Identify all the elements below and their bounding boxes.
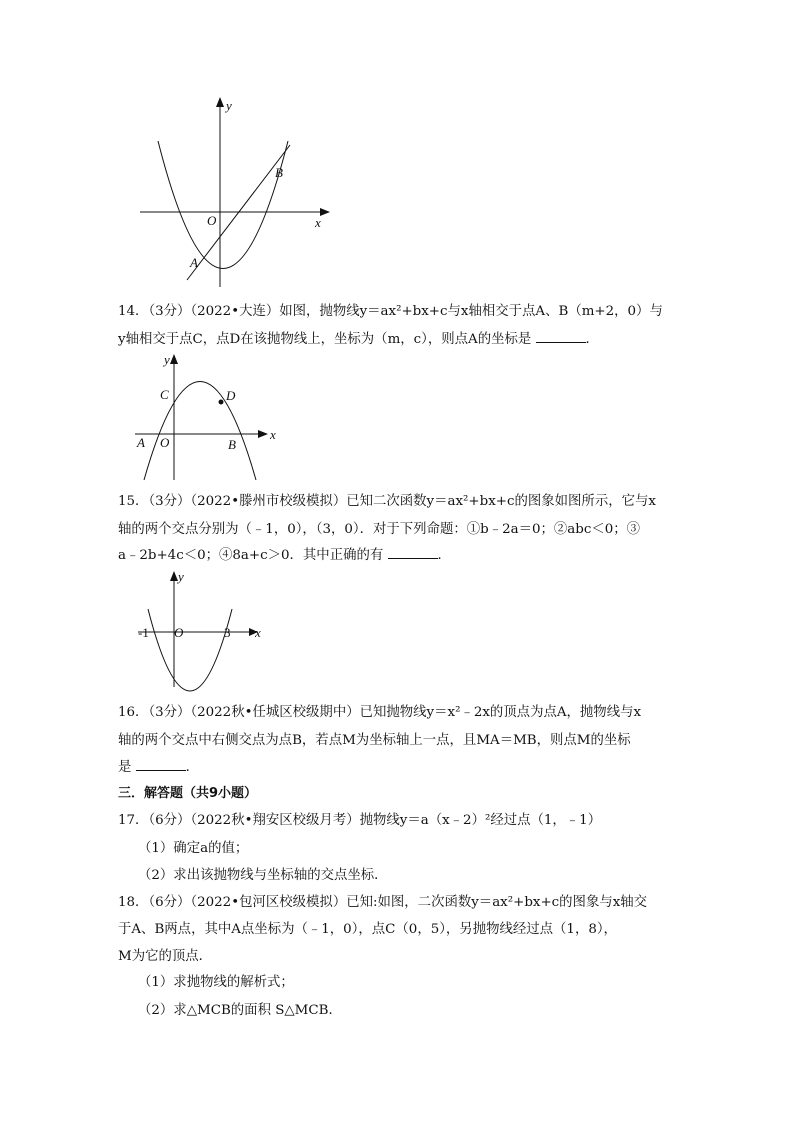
question-14-text: y轴相交于点C，点D在该抛物线上，坐标为（m，c），则点A的坐标是 [118,332,532,347]
label-x: x [315,215,321,230]
y-axis-arrow [170,571,178,581]
question-16-text: 是 [118,760,132,775]
figure-parabola-15 [130,567,280,692]
point-d [219,400,224,405]
label-a: A [137,435,145,450]
label-y: y [226,98,232,113]
question-15-line-3 [118,546,451,566]
question-18-line-2: 于A、B两点，其中A点坐标为（﹣1，0），点C（0，5），另抛物线经过点（1，8）， [118,922,617,937]
question-16-line-3 [118,758,199,778]
figure-parabola-line-13 [130,95,340,295]
label-b: B [228,437,236,452]
question-17-sub-2: （2）求出该抛物线与坐标轴的交点坐标． [138,868,388,883]
label-origin: O [207,213,217,228]
label-a: A [190,255,198,270]
section-title: 三．解答题（共9小题） [118,786,258,801]
answer-blank-16[interactable] [136,758,186,771]
label-origin: O [160,435,170,450]
question-16-line-2: 轴的两个交点中右侧交点为点B，若点M为坐标轴上一点，且MA＝MB，则点M的坐标 [118,733,631,748]
y-axis-arrow [170,354,178,364]
label-b: B [275,165,283,180]
label-origin: O [174,625,184,640]
figure-parabola-14 [130,350,290,485]
question-15-period: ． [437,548,451,563]
label-d: D [226,388,236,403]
label-neg1: -1 [138,625,149,640]
question-15-line-1: 15．（3分）（2022•滕州市校级模拟）已知二次函数y＝ax²+bx+c的图象如图所示，它与x [118,494,656,509]
question-18-sub-1: （1）求抛物线的解析式； [138,975,294,990]
question-17-sub-1: （1）确定a的值； [138,841,249,856]
question-18-line-1: 18．（6分）（2022•包河区校级模拟）已知:如图，二次函数y＝ax²+bx+c的图象与x轴交 [118,895,648,910]
x-axis-arrow [320,208,330,216]
parabola-curve [158,141,288,269]
answer-blank-15[interactable] [388,546,438,559]
label-y: y [178,569,184,584]
question-18-line-3: M为它的顶点． [118,949,213,964]
label-three: 3 [224,625,231,640]
y-axis-arrow [216,97,224,107]
question-18-sub-2: （2）求△MCB的面积 S△MCB． [138,1003,342,1018]
parabola-curve [148,609,232,691]
question-16-period: ． [185,760,200,775]
label-x: x [255,625,261,640]
answer-blank-14[interactable] [536,330,586,343]
question-16-line-1: 16．（3分）（2022秋•任城区校级期中）已知抛物线y＝x²﹣2x的顶点为点A，抛物线与x [118,705,642,720]
x-axis-arrow [258,430,268,438]
question-14-line-1: 14．（3分）（2022•大连）如图，抛物线y＝ax²+bx+c与x轴相交于点A、B（m+2，0）与 [118,304,663,319]
question-15-line-2: 轴的两个交点分别为（﹣1，0），（3，0）．对于下列命题：①b﹣2a＝0；②abc＜0；③ [118,522,641,537]
question-15-text: a﹣2b+4c＜0；④8a+c＞0．其中正确的有 [118,548,384,563]
label-y: y [164,352,170,367]
question-17-line-1: 17．（6分）（2022秋•翔安区校级月考）抛物线y＝a（x﹣2）²经过点（1，﹣1） [118,813,602,828]
question-14-line-2 [118,330,599,350]
question-14-period: ． [585,332,599,347]
label-c: C [160,387,169,402]
label-x: x [270,427,276,442]
